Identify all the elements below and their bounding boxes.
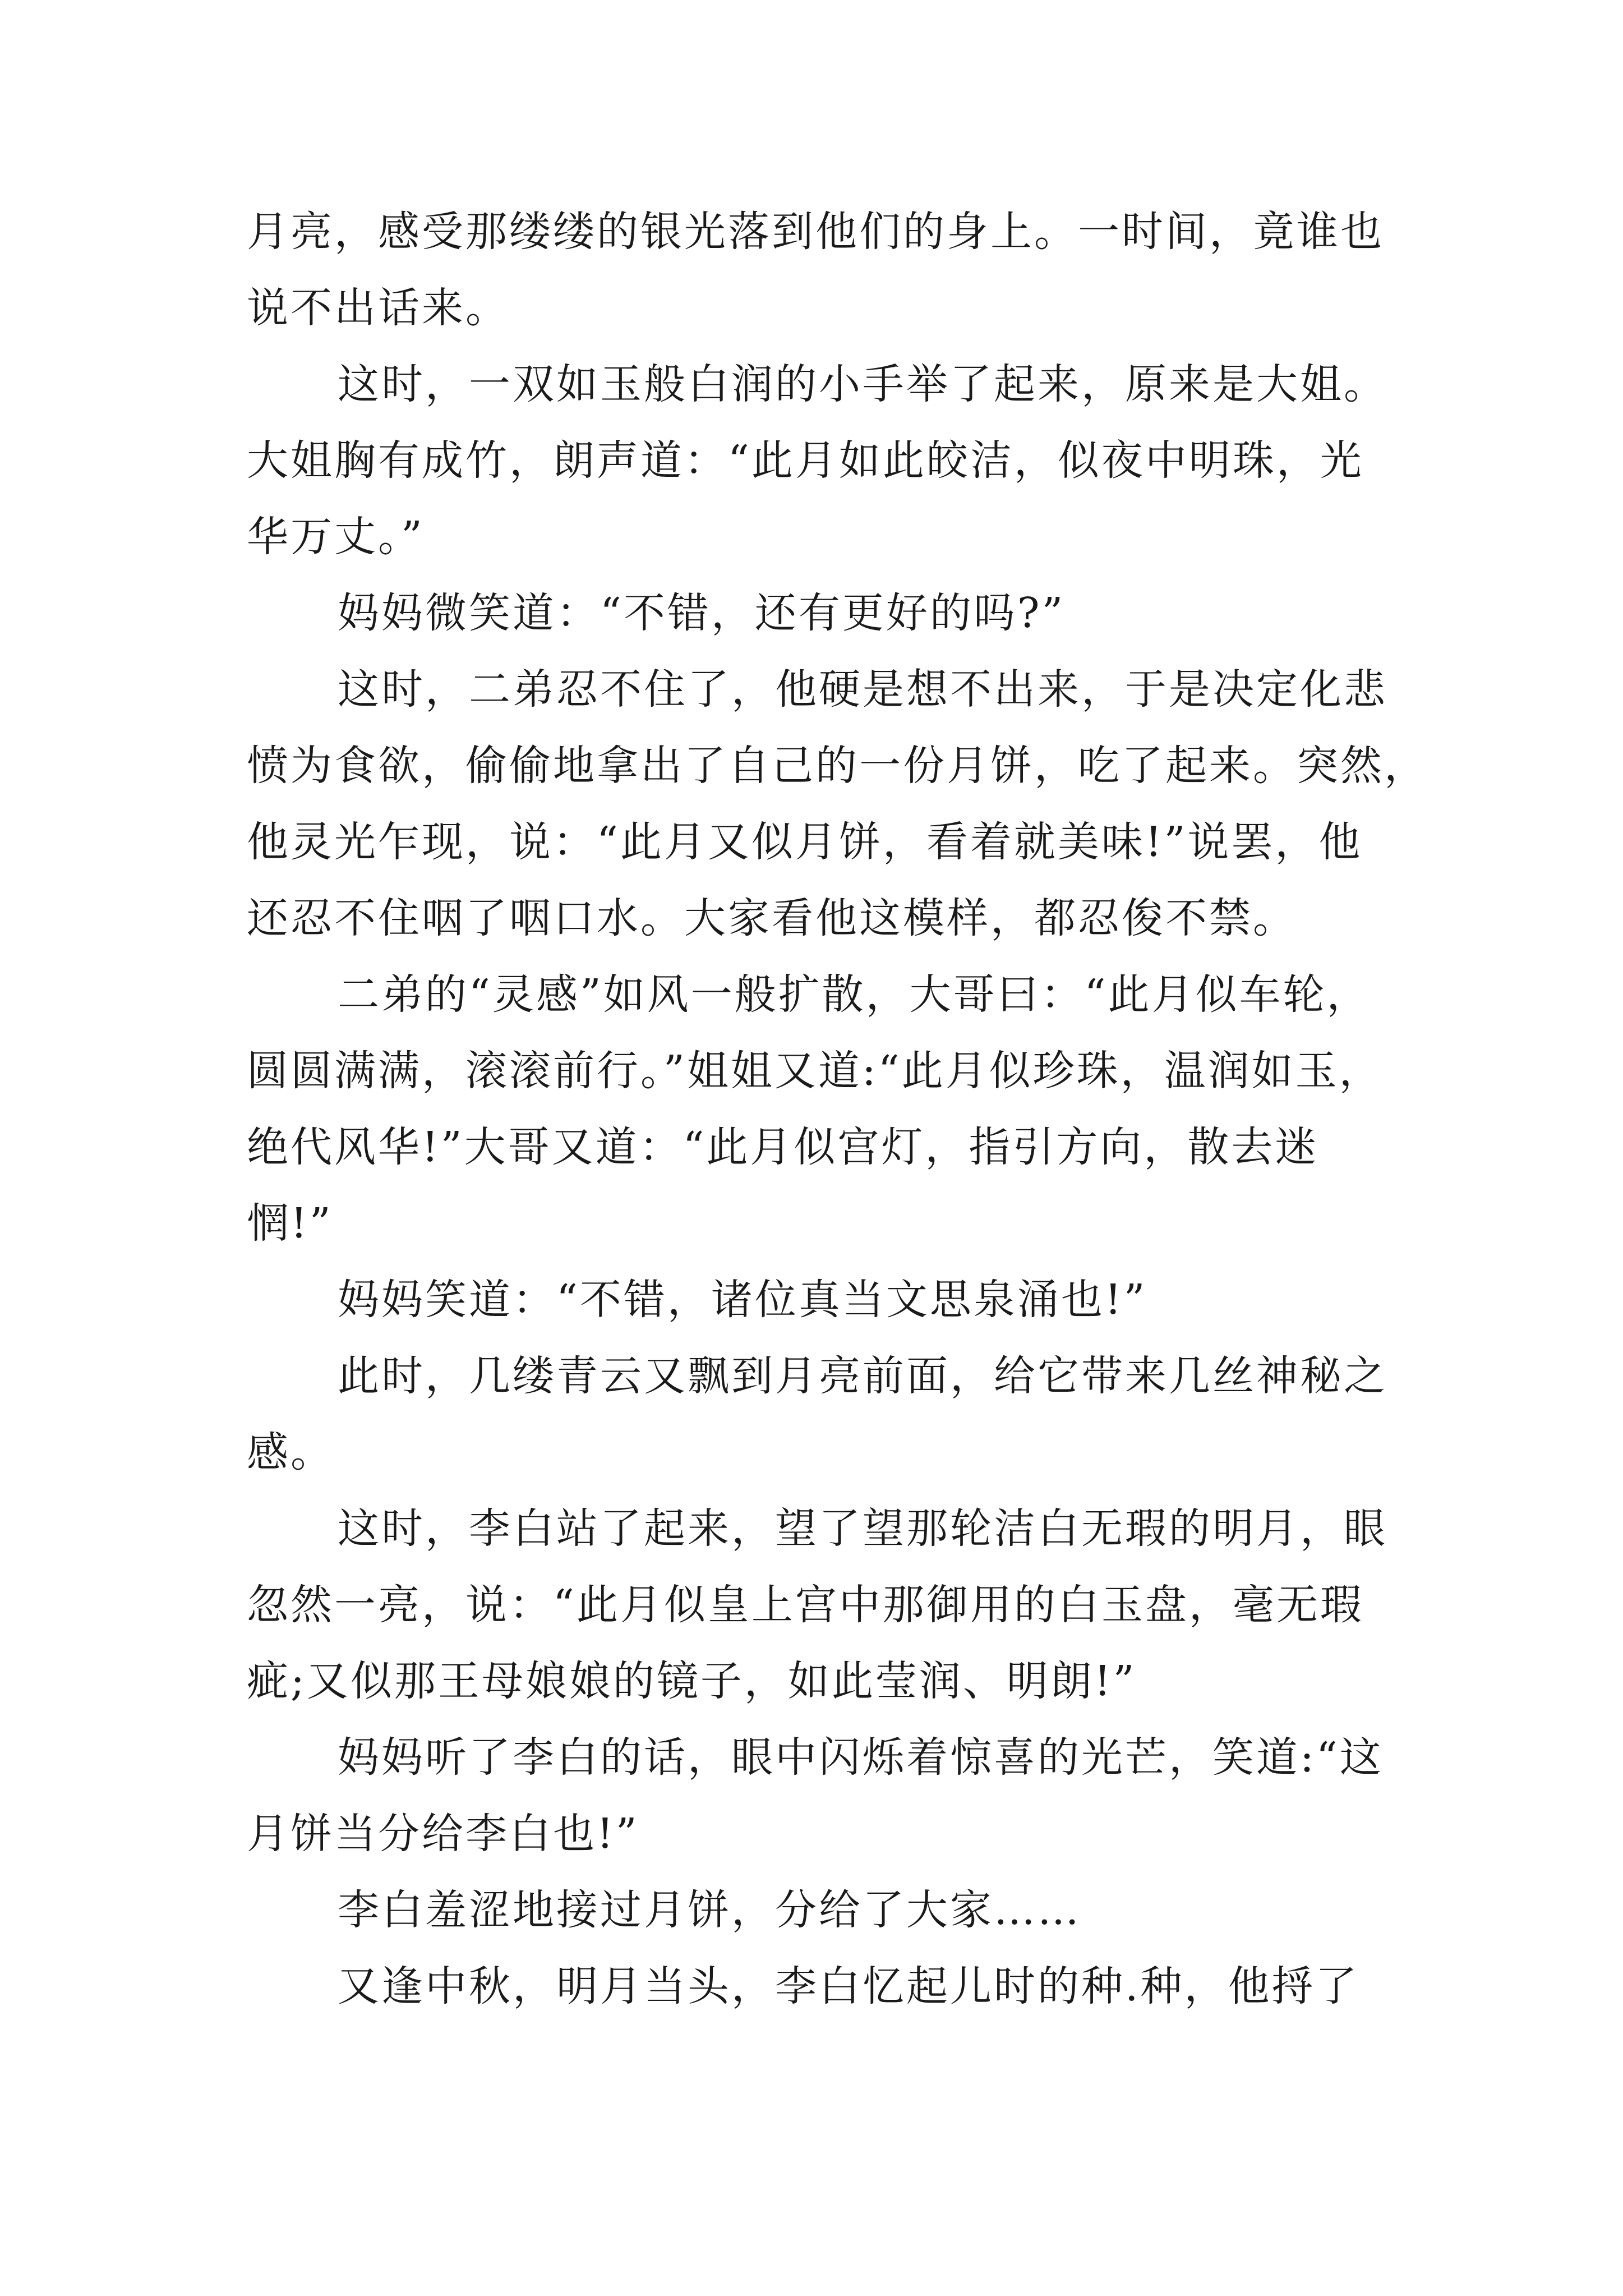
text-line: 这时，二弟忍不住了，他硬是想不出来，于是决定化悲: [338, 665, 1387, 714]
text-line: 这时，李白站了起来，望了望那轮洁白无瑕的明月，眼: [338, 1504, 1387, 1553]
text-line: 月亮，感受那缕缕的银光落到他们的身上。一时间，竟谁也: [247, 208, 1384, 256]
text-line: 二弟的“灵感”如风一般扩散，大哥曰：“此月似车轮，: [338, 970, 1371, 1019]
text-line: 他灵光乍现，说：“此月又似月饼，看着就美味!”说罢，他: [247, 818, 1363, 866]
text-line: 圆圆满满，滚滚前行。”姐姐又道:“此月似珍珠，温润如玉，: [247, 1047, 1383, 1095]
text-line: 此时，几缕青云又飘到月亮前面，给它带来几丝神秘之: [338, 1352, 1387, 1400]
text-line: 妈妈听了李白的话，眼中闪烁着惊喜的光芒，笑道:“这: [338, 1733, 1384, 1782]
text-line: 月饼当分给李白也!”: [247, 1810, 639, 1858]
text-line: 这时，一双如玉般白润的小手举了起来，原来是大姐。: [338, 360, 1387, 408]
story-text: [247, 194, 1428, 2024]
text-line: 妈妈微笑道：“不错，还有更好的吗?”: [338, 589, 1066, 637]
text-line: 还忍不住咽了咽口水。大家看他这模样，都忍俊不禁。: [247, 894, 1297, 942]
text-line: 愤为食欲，偷偷地拿出了自己的一份月饼，吃了起来。突然，: [247, 742, 1428, 790]
text-line: 疵;又似那王母娘娘的镜子，如此莹润、明朗!”: [247, 1657, 1137, 1705]
text-line: 妈妈笑道：“不错，诸位真当文思泉涌也!”: [338, 1276, 1147, 1324]
text-line: 感。: [247, 1428, 334, 1476]
text-line: 华万丈。”: [247, 513, 425, 561]
text-line: 说不出话来。: [247, 284, 509, 332]
text-line: 大姐胸有成竹，朗声道：“此月如此皎洁，似夜中明珠，光: [247, 436, 1364, 485]
text-line: 又逢中秋，明月当头，李白忆起儿时的种.种，他捋了: [338, 1962, 1359, 2010]
text-line: 李白羞涩地接过月饼，分给了大家……: [338, 1886, 1081, 1934]
text-line: 惘!”: [247, 1199, 333, 1248]
text-line: 忽然一亮，说：“此月似皇上宫中那御用的白玉盘，毫无瑕: [247, 1581, 1364, 1629]
text-line: 绝代风华!”大哥又道：“此月似宫灯，指引方向，散去迷: [247, 1123, 1319, 1171]
